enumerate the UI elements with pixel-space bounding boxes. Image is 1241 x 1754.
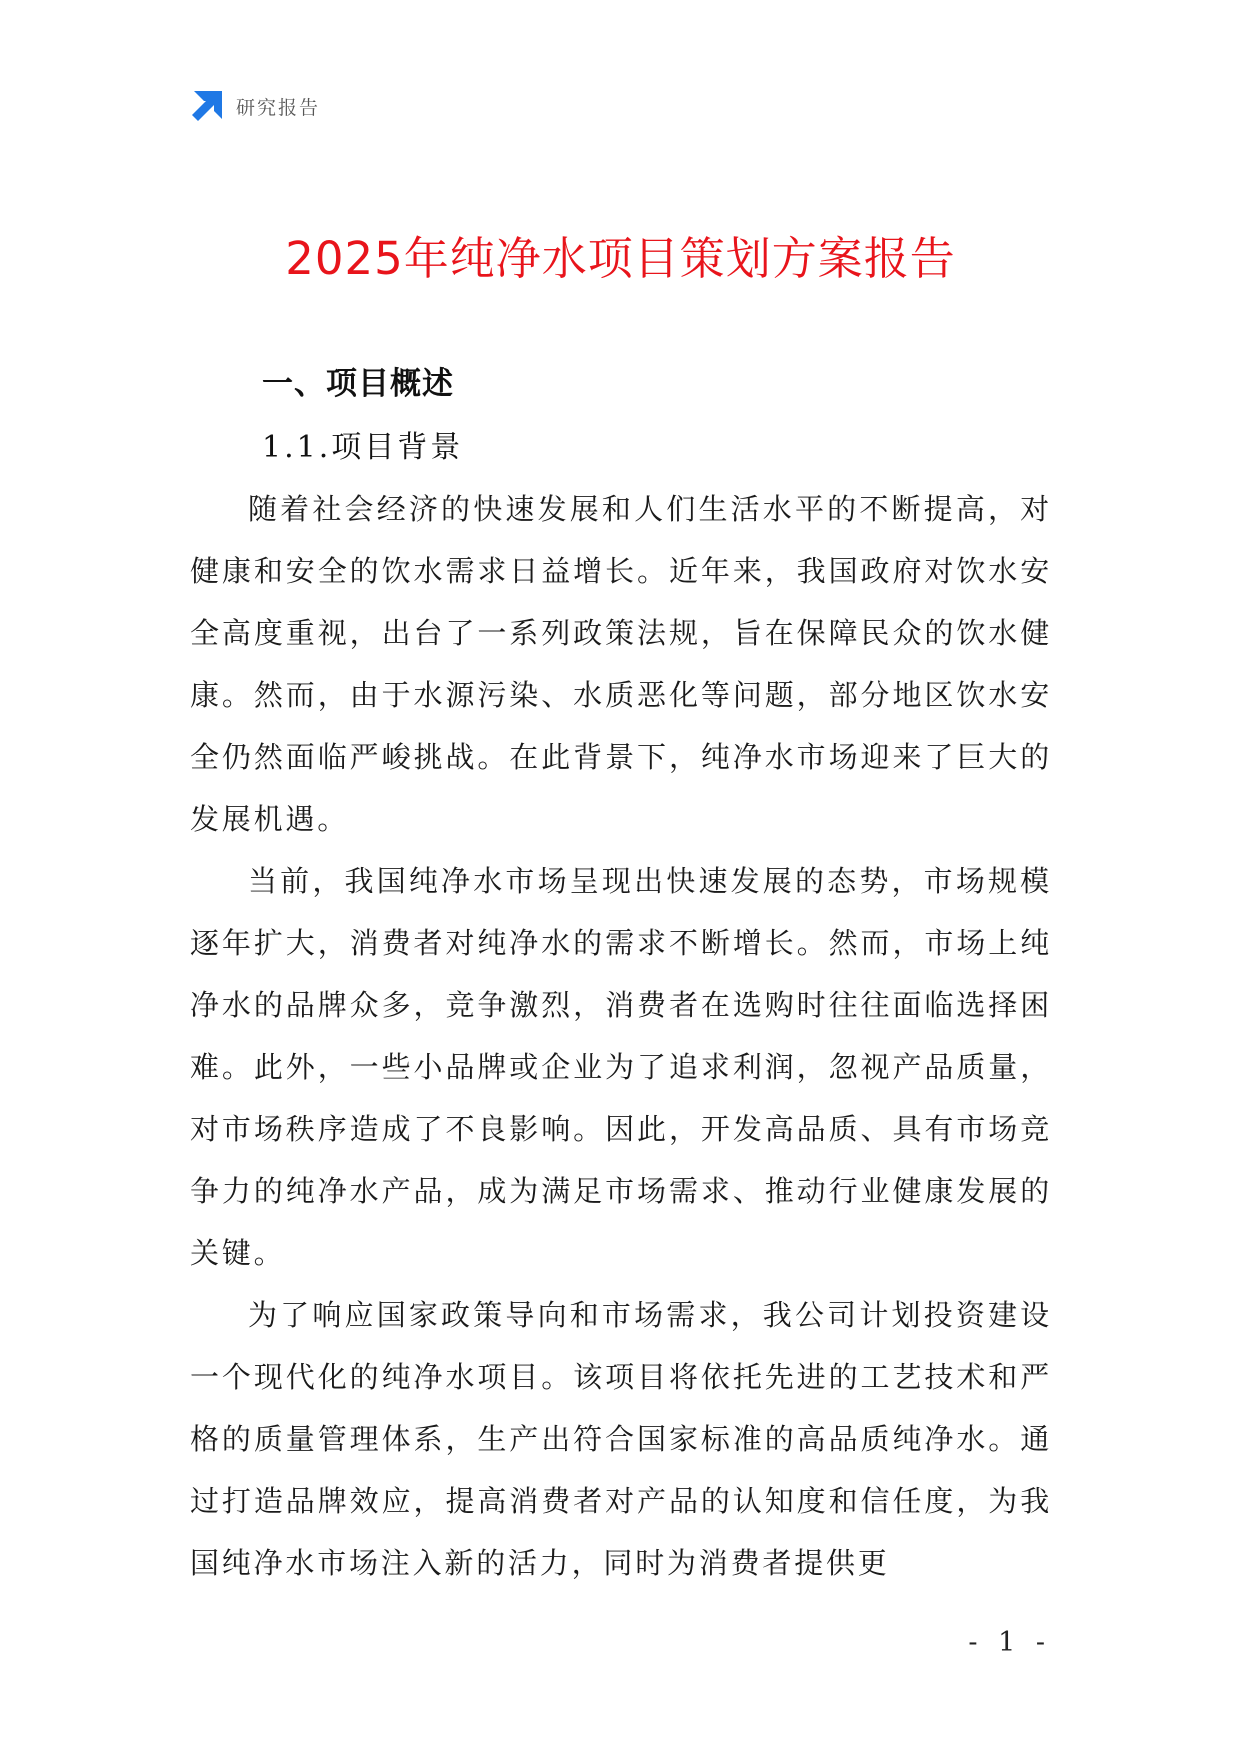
header-label: 研究报告 [236, 96, 321, 119]
paragraph-2: 当前，我国纯净水市场呈现出快速发展的态势，市场规模逐年扩大，消费者对纯净水的需求不断增长。然而，市场上纯净水的品牌众多，竞争激烈，消费者在选购时往往面临选择困难。此外，一些小品牌或企业为了追求利润，忽视产品质量，对市场秩序造成了不良影响。因此，开发高品质、具有市场竞争力的纯净水产品，成为满足市场需求、推动行业健康发展的关键。 [190, 864, 1052, 1270]
subsection-heading: 1.1.项目背景 [262, 430, 464, 465]
document-header [190, 88, 320, 124]
body-text [190, 478, 1052, 1594]
document-title: 2025年纯净水项目策划方案报告 [285, 232, 956, 285]
paragraph-1: 随着社会经济的快速发展和人们生活水平的不断提高，对健康和安全的饮水需求日益增长。近年来，我国政府对饮水安全高度重视，出台了一系列政策法规，旨在保障民众的饮水健康。然而，由于水源污染、水质恶化等问题，部分地区饮水安全仍然面临严峻挑战。在此背景下，纯净水市场迎来了巨大的发展机遇。 [190, 492, 1052, 836]
paragraph-3: 为了响应国家政策导向和市场需求，我公司计划投资建设一个现代化的纯净水项目。该项目将依托先进的工艺技术和严格的质量管理体系，生产出符合国家标准的高品质纯净水。通过打造品牌效应，提高消费者对产品的认知度和信任度，为我国纯净水市场注入新的活力，同时为消费者提供更 [190, 1298, 1052, 1580]
section-heading: 一、项目概述 [262, 366, 454, 402]
page-number: - 1 - [968, 1627, 1051, 1658]
arrow-up-right-icon [190, 89, 224, 123]
